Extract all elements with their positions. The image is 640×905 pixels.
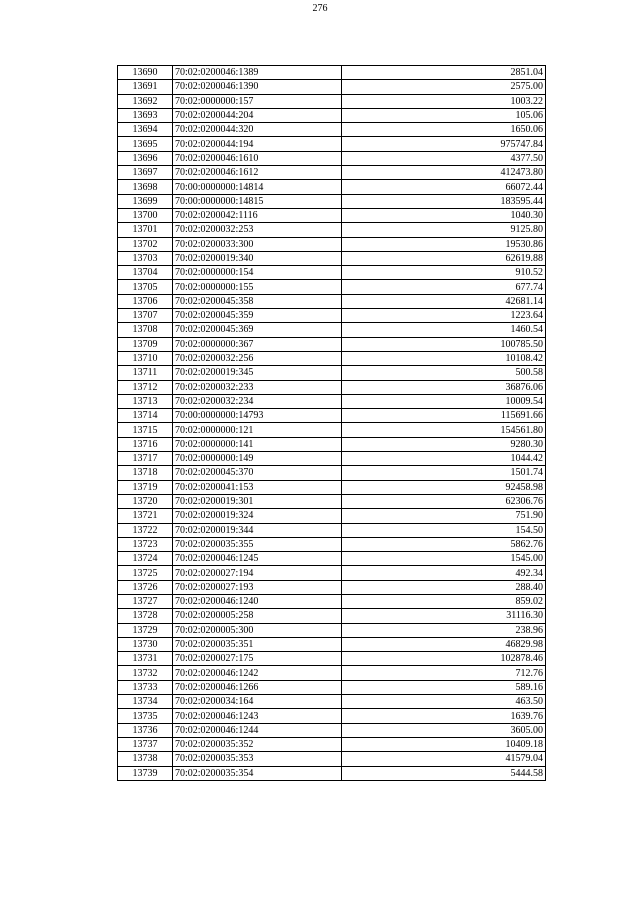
cadastral-number-cell: 70:02:0200045:370 — [173, 466, 342, 480]
value-cell: 589.16 — [342, 680, 546, 694]
value-cell: 2575.00 — [342, 80, 546, 94]
row-number-cell: 13698 — [118, 180, 173, 194]
value-cell: 100785.50 — [342, 337, 546, 351]
value-cell: 492.34 — [342, 566, 546, 580]
table-body — [118, 66, 546, 781]
table-row — [118, 709, 546, 723]
cadastral-number-cell: 70:02:0200027:194 — [173, 566, 342, 580]
cadastral-number-cell: 70:02:0200044:320 — [173, 123, 342, 137]
cadastral-number-cell: 70:02:0200046:1390 — [173, 80, 342, 94]
value-cell: 288.40 — [342, 580, 546, 594]
cadastral-number-cell: 70:02:0200046:1242 — [173, 666, 342, 680]
row-number-cell: 13734 — [118, 695, 173, 709]
row-number-cell: 13715 — [118, 423, 173, 437]
row-number-cell: 13690 — [118, 66, 173, 80]
table-row — [118, 523, 546, 537]
value-cell: 66072.44 — [342, 180, 546, 194]
row-number-cell: 13725 — [118, 566, 173, 580]
cadastral-number-cell: 70:02:0200046:1610 — [173, 151, 342, 165]
value-cell: 1460.54 — [342, 323, 546, 337]
row-number-cell: 13723 — [118, 537, 173, 551]
table-row — [118, 180, 546, 194]
row-number-cell: 13714 — [118, 409, 173, 423]
cadastral-number-cell: 70:02:0200045:369 — [173, 323, 342, 337]
value-cell: 92458.98 — [342, 480, 546, 494]
table-row — [118, 623, 546, 637]
value-cell: 5862.76 — [342, 537, 546, 551]
cadastral-number-cell: 70:02:0000000:154 — [173, 266, 342, 280]
value-cell: 3605.00 — [342, 723, 546, 737]
cadastral-number-cell: 70:02:0200035:354 — [173, 766, 342, 780]
cadastral-number-cell: 70:02:0000000:157 — [173, 94, 342, 108]
cadastral-number-cell: 70:02:0200005:300 — [173, 623, 342, 637]
table-row — [118, 223, 546, 237]
value-cell: 677.74 — [342, 280, 546, 294]
table-row — [118, 637, 546, 651]
table-row — [118, 337, 546, 351]
row-number-cell: 13709 — [118, 337, 173, 351]
table-row — [118, 251, 546, 265]
cadastral-number-cell: 70:02:0200035:355 — [173, 537, 342, 551]
table-row — [118, 323, 546, 337]
cadastral-number-cell: 70:02:0200027:175 — [173, 652, 342, 666]
row-number-cell: 13732 — [118, 666, 173, 680]
value-cell: 1501.74 — [342, 466, 546, 480]
cadastral-number-cell: 70:02:0200019:324 — [173, 509, 342, 523]
table-row — [118, 108, 546, 122]
value-cell: 9125.80 — [342, 223, 546, 237]
row-number-cell: 13700 — [118, 208, 173, 222]
cadastral-number-cell: 70:02:0200032:233 — [173, 380, 342, 394]
table-row — [118, 766, 546, 780]
value-cell: 154.50 — [342, 523, 546, 537]
value-cell: 46829.98 — [342, 637, 546, 651]
value-cell: 859.02 — [342, 594, 546, 608]
cadastral-number-cell: 70:00:0000000:14814 — [173, 180, 342, 194]
row-number-cell: 13721 — [118, 509, 173, 523]
cadastral-number-cell: 70:02:0000000:149 — [173, 452, 342, 466]
row-number-cell: 13696 — [118, 151, 173, 165]
table-row — [118, 609, 546, 623]
cadastral-number-cell: 70:02:0200027:193 — [173, 580, 342, 594]
table-row — [118, 666, 546, 680]
table-row — [118, 280, 546, 294]
cadastral-number-cell: 70:02:0200046:1244 — [173, 723, 342, 737]
row-number-cell: 13693 — [118, 108, 173, 122]
row-number-cell: 13720 — [118, 494, 173, 508]
value-cell: 1223.64 — [342, 309, 546, 323]
cadastral-number-cell: 70:02:0200046:1245 — [173, 552, 342, 566]
value-cell: 4377.50 — [342, 151, 546, 165]
cadastral-number-cell: 70:02:0000000:155 — [173, 280, 342, 294]
table-row — [118, 66, 546, 80]
value-cell: 1003.22 — [342, 94, 546, 108]
cadastral-number-cell: 70:02:0200046:1266 — [173, 680, 342, 694]
table-row — [118, 723, 546, 737]
value-cell: 238.96 — [342, 623, 546, 637]
table-row — [118, 237, 546, 251]
cadastral-number-cell: 70:02:0200019:301 — [173, 494, 342, 508]
value-cell: 154561.80 — [342, 423, 546, 437]
cadastral-number-cell: 70:02:0200045:358 — [173, 294, 342, 308]
row-number-cell: 13718 — [118, 466, 173, 480]
row-number-cell: 13733 — [118, 680, 173, 694]
value-cell: 5444.58 — [342, 766, 546, 780]
table-row — [118, 409, 546, 423]
value-cell: 910.52 — [342, 266, 546, 280]
value-cell: 1040.30 — [342, 208, 546, 222]
value-cell: 463.50 — [342, 695, 546, 709]
row-number-cell: 13692 — [118, 94, 173, 108]
table-row — [118, 566, 546, 580]
row-number-cell: 13704 — [118, 266, 173, 280]
cadastral-number-cell: 70:02:0200045:359 — [173, 309, 342, 323]
value-cell: 1545.00 — [342, 552, 546, 566]
cadastral-number-cell: 70:02:0200044:194 — [173, 137, 342, 151]
page-number: 276 — [312, 3, 328, 14]
table-row — [118, 123, 546, 137]
value-cell: 1639.76 — [342, 709, 546, 723]
row-number-cell: 13731 — [118, 652, 173, 666]
table-row — [118, 137, 546, 151]
table-row — [118, 695, 546, 709]
table-row — [118, 423, 546, 437]
table-row — [118, 466, 546, 480]
row-number-cell: 13699 — [118, 194, 173, 208]
row-number-cell: 13726 — [118, 580, 173, 594]
row-number-cell: 13737 — [118, 737, 173, 751]
table-row — [118, 494, 546, 508]
row-number-cell: 13716 — [118, 437, 173, 451]
table-row — [118, 509, 546, 523]
row-number-cell: 13722 — [118, 523, 173, 537]
row-number-cell: 13717 — [118, 452, 173, 466]
table-row — [118, 594, 546, 608]
row-number-cell: 13735 — [118, 709, 173, 723]
row-number-cell: 13701 — [118, 223, 173, 237]
table-row — [118, 208, 546, 222]
value-cell: 62306.76 — [342, 494, 546, 508]
table-row — [118, 194, 546, 208]
row-number-cell: 13713 — [118, 394, 173, 408]
value-cell: 19530.86 — [342, 237, 546, 251]
value-cell: 183595.44 — [342, 194, 546, 208]
table-row — [118, 380, 546, 394]
value-cell: 36876.06 — [342, 380, 546, 394]
cadastral-number-cell: 70:00:0000000:14815 — [173, 194, 342, 208]
value-cell: 41579.04 — [342, 752, 546, 766]
table-row — [118, 294, 546, 308]
cadastral-number-cell: 70:02:0200035:353 — [173, 752, 342, 766]
cadastral-number-cell: 70:02:0200019:345 — [173, 366, 342, 380]
value-cell: 31116.30 — [342, 609, 546, 623]
row-number-cell: 13703 — [118, 251, 173, 265]
cadastral-number-cell: 70:02:0200019:344 — [173, 523, 342, 537]
cadastral-number-cell: 70:02:0000000:141 — [173, 437, 342, 451]
row-number-cell: 13695 — [118, 137, 173, 151]
value-cell: 62619.88 — [342, 251, 546, 265]
row-number-cell: 13706 — [118, 294, 173, 308]
cadastral-number-cell: 70:02:0200042:1116 — [173, 208, 342, 222]
table-row — [118, 452, 546, 466]
row-number-cell: 13736 — [118, 723, 173, 737]
value-cell: 975747.84 — [342, 137, 546, 151]
value-cell: 2851.04 — [342, 66, 546, 80]
cadastral-number-cell: 70:02:0200046:1240 — [173, 594, 342, 608]
value-cell: 500.58 — [342, 366, 546, 380]
table-row — [118, 652, 546, 666]
table-row — [118, 680, 546, 694]
row-number-cell: 13739 — [118, 766, 173, 780]
value-cell: 115691.66 — [342, 409, 546, 423]
cadastral-number-cell: 70:02:0200035:351 — [173, 637, 342, 651]
cadastral-number-cell: 70:02:0000000:121 — [173, 423, 342, 437]
cadastral-number-cell: 70:02:0200032:253 — [173, 223, 342, 237]
table-row — [118, 437, 546, 451]
data-table — [117, 65, 546, 781]
value-cell: 712.76 — [342, 666, 546, 680]
value-cell: 1044.42 — [342, 452, 546, 466]
row-number-cell: 13708 — [118, 323, 173, 337]
cadastral-number-cell: 70:02:0200033:300 — [173, 237, 342, 251]
row-number-cell: 13694 — [118, 123, 173, 137]
table-row — [118, 166, 546, 180]
table-row — [118, 80, 546, 94]
value-cell: 10409.18 — [342, 737, 546, 751]
cadastral-number-cell: 70:02:0200046:1389 — [173, 66, 342, 80]
row-number-cell: 13707 — [118, 309, 173, 323]
cadastral-number-cell: 70:02:0200046:1243 — [173, 709, 342, 723]
cadastral-number-cell: 70:02:0200032:256 — [173, 351, 342, 365]
row-number-cell: 13738 — [118, 752, 173, 766]
row-number-cell: 13712 — [118, 380, 173, 394]
table-row — [118, 266, 546, 280]
table-row — [118, 580, 546, 594]
value-cell: 412473.80 — [342, 166, 546, 180]
row-number-cell: 13710 — [118, 351, 173, 365]
cadastral-number-cell: 70:02:0200035:352 — [173, 737, 342, 751]
row-number-cell: 13727 — [118, 594, 173, 608]
row-number-cell: 13719 — [118, 480, 173, 494]
cadastral-number-cell: 70:02:0200046:1612 — [173, 166, 342, 180]
cadastral-number-cell: 70:00:0000000:14793 — [173, 409, 342, 423]
table-row — [118, 480, 546, 494]
row-number-cell: 13730 — [118, 637, 173, 651]
row-number-cell: 13705 — [118, 280, 173, 294]
cadastral-number-cell: 70:02:0000000:367 — [173, 337, 342, 351]
table-row — [118, 552, 546, 566]
cadastral-number-cell: 70:02:0200032:234 — [173, 394, 342, 408]
value-cell: 10108.42 — [342, 351, 546, 365]
table-row — [118, 394, 546, 408]
cadastral-number-cell: 70:02:0200019:340 — [173, 251, 342, 265]
value-cell: 42681.14 — [342, 294, 546, 308]
row-number-cell: 13729 — [118, 623, 173, 637]
row-number-cell: 13728 — [118, 609, 173, 623]
cadastral-number-cell: 70:02:0200034:164 — [173, 695, 342, 709]
value-cell: 9280.30 — [342, 437, 546, 451]
table-row — [118, 752, 546, 766]
value-cell: 105.06 — [342, 108, 546, 122]
table-row — [118, 737, 546, 751]
value-cell: 751.90 — [342, 509, 546, 523]
row-number-cell: 13697 — [118, 166, 173, 180]
row-number-cell: 13702 — [118, 237, 173, 251]
table-row — [118, 366, 546, 380]
row-number-cell: 13691 — [118, 80, 173, 94]
value-cell: 102878.46 — [342, 652, 546, 666]
table-row — [118, 94, 546, 108]
table-row — [118, 151, 546, 165]
row-number-cell: 13711 — [118, 366, 173, 380]
cadastral-number-cell: 70:02:0200041:153 — [173, 480, 342, 494]
cadastral-number-cell: 70:02:0200044:204 — [173, 108, 342, 122]
table-row — [118, 351, 546, 365]
row-number-cell: 13724 — [118, 552, 173, 566]
table-row — [118, 309, 546, 323]
value-cell: 1650.06 — [342, 123, 546, 137]
table-row — [118, 537, 546, 551]
value-cell: 10009.54 — [342, 394, 546, 408]
cadastral-number-cell: 70:02:0200005:258 — [173, 609, 342, 623]
